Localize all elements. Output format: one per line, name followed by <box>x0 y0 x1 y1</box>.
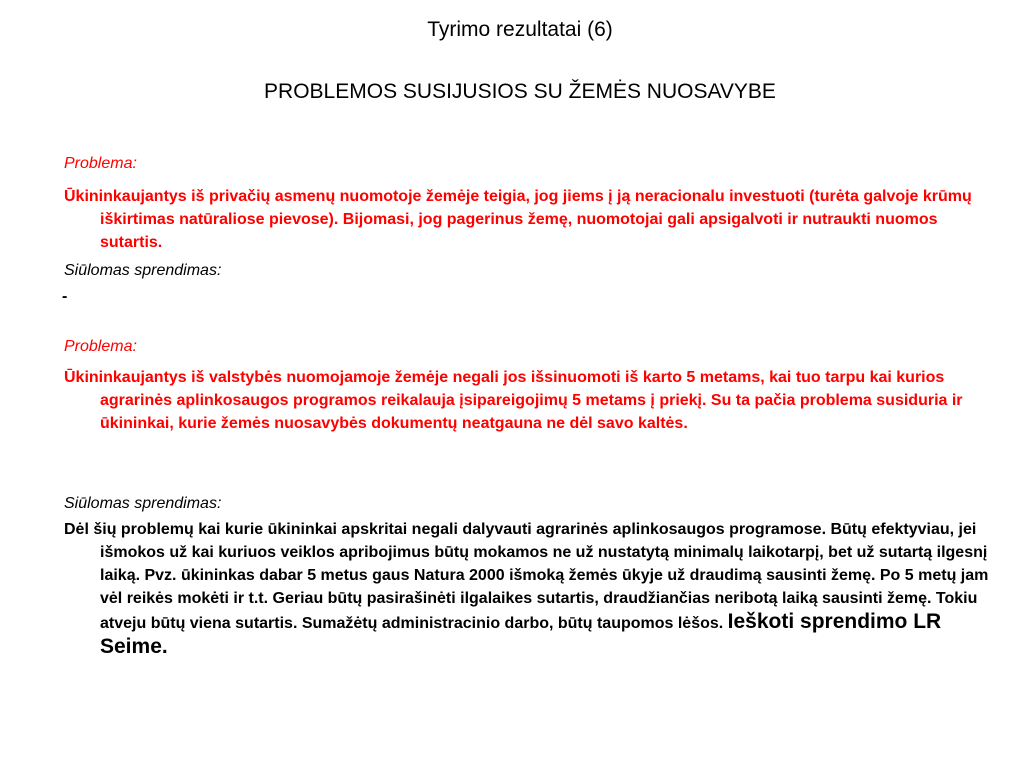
problem-text-1: Ūkininkaujantys iš privačių asmenų nuomotoje žemėje teigia, jog jiems į ją neracionalu investuoti (turėta galvoje krūmų iškirtimas natūraliose pievose). Bijomasi, jog pagerinus žemę, nuomotojai gali apsigalvoti ir nutraukti nuomos sutartis. <box>64 188 972 251</box>
solution-text-1: - <box>62 288 68 305</box>
solution-text-2 <box>64 518 1000 660</box>
solution-label-2: Siūlomas sprendimas: <box>64 495 222 512</box>
problem-label-1: Problema: <box>64 155 137 172</box>
problem-text-2: Ūkininkaujantys iš valstybės nuomojamoje žemėje negali jos išsinuomoti iš karto 5 metams, kai tuo tarpu kai kurios agrarinės aplinkosaugos programos reikalauja įsipareigojimų 5 metams į priekį. Su ta pačia problema susiduria ir ūkininkai, kurie žemės nuosavybės dokumentų neatgauna ne dėl savo kaltės. <box>64 369 963 432</box>
solution-label-1: Siūlomas sprendimas: <box>64 262 222 279</box>
slide-subtitle: PROBLEMOS SUSIJUSIOS SU ŽEMĖS NUOSAVYBE <box>264 80 776 103</box>
solution-emphasis: Ieškoti sprendimo LR Seime. <box>100 610 942 658</box>
solution-body: Dėl šių problemų kai kurie ūkininkai apskritai negali dalyvauti agrarinės aplinkosaugos programose. Būtų efektyviau, jei išmokos už kai kuriuos veiklos apribojimus būtų mokamos ne už nustatytą minimalų laikotarpį, bet už sutartą ilgesnį laiką. Pvz. ūkininkas dabar 5 metus gaus Natura 2000 išmoką žemės ūkyje už draudimą sausinti žemę. Po 5 metų jam vėl reikės mokėti ir t.t. Geriau būtų pasirašinėti ilgalaikes sutartis, draudžiančias neribotą laiką sausinti žemę. Tokiu atveju būtų viena sutartis. Sumažėtų administracinio darbo, būtų taupomos lėšos. <box>64 521 989 632</box>
slide-title: Tyrimo rezultatai (6) <box>427 18 613 41</box>
problem-label-2: Problema: <box>64 338 137 355</box>
